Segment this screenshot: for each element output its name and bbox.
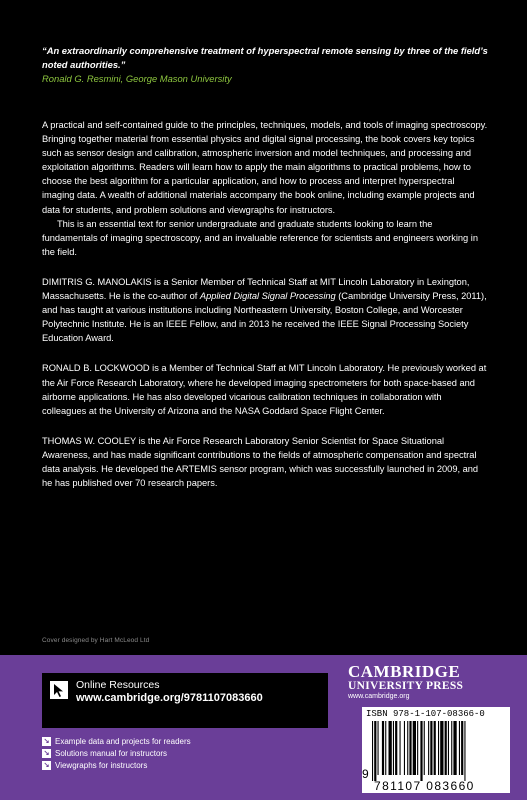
barcode-bar [448,721,449,775]
bio-text: (Cambridge University Press, 2011), and has taught at various institutions including Northeastern University, Boston College, and Worcester Polytechnic Institute. He is an IEEE Fellow, and in 2013 he received the IEEE Signal Processing Society Education Award. [42,291,487,344]
barcode-bars [370,721,504,781]
publisher-logo [348,663,498,702]
barcode-bar [464,721,465,781]
barcode-bar [382,721,384,775]
isbn-barcode [362,707,510,793]
barcode-bar [409,721,411,775]
back-cover-text [42,44,488,506]
isbn-first-digit: 9 [362,767,369,781]
book-title: Applied Digital Signal Processing [199,291,336,302]
arrow-bullet-icon: ↘ [43,737,50,745]
cover-credit: Cover designed by Hart McLeod Ltd [42,637,150,644]
description-paragraph-1: A practical and self-contained guide to the principles, techniques, models, and tools of imaging spectroscopy. Bringing together material from essential physics and digital signal processing, the book covers key topics such as sensor design and calibration, atmospheric inversion and model techniques, and processing and exploitation algorithms. Readers will learn how to apply the main algorithms to practical problems, how to choose the best algorithm for a particular application, and how to process and interpret hyperspectral imaging data. A wealth of additional materials accompany the book online, including example projects and data for students, and problem solutions and viewgraphs for instructors. [42,120,488,215]
barcode-bar [400,721,401,775]
barcode-bar [395,721,397,775]
barcode-bar [420,721,422,781]
arrow-bullet-icon: ↘ [43,749,50,757]
list-item-label: Solutions manual for instructors [55,748,168,758]
publisher-subtitle: UNIVERSITY PRESS [348,680,464,692]
isbn-digits: 781107 083660 [374,779,475,793]
cursor-arrow-icon [50,681,68,699]
barcode-bar [440,721,443,775]
bio-text: DIMITRIS G. MANOLAKIS is a Senior Member of Technical Staff at MIT Lincoln Laboratory in Lexington, Massachusetts. He is the co-author of [42,276,470,302]
online-resources-url[interactable]: www.cambridge.org/9781107083660 [76,692,263,704]
barcode-bar [407,721,408,775]
barcode-bar [424,721,425,775]
list-item [42,759,191,771]
publisher-url: www.cambridge.org [348,693,410,700]
list-item [42,747,191,759]
barcode-bar [389,721,392,775]
barcode-bar [428,721,429,775]
isbn-label: ISBN 978-1-107-08366-0 [366,709,485,719]
barcode-bar [461,721,463,775]
barcode-bar [417,721,418,775]
author-bio-cooley: THOMAS W. COOLEY is the Air Force Research Laboratory Senior Scientist for Space Situational Awareness, and has made significant contributions to the fields of atmospheric compensation and spectral data analysis. He developed the ARTEMIS sensor program, which was successfully launched in 2009, and he has published over 70 research papers. [42,435,479,489]
resources-list [42,735,191,771]
barcode-bar [372,721,373,781]
barcode-bar [430,721,432,775]
list-item-label: Viewgraphs for instructors [55,760,148,770]
barcode-bar [404,721,405,775]
online-resources-title: Online Resources [76,679,160,691]
barcode-bar [393,721,394,775]
barcode-bar [413,721,416,775]
barcode-bar [385,721,386,775]
arrow-bullet-icon: ↘ [43,761,50,769]
barcode-bar [459,721,460,775]
barcode-bar [438,721,439,775]
barcode-bar [374,721,376,781]
online-resources-box [42,673,328,728]
publisher-name: CAMBRIDGE [348,662,461,681]
list-item [42,735,191,747]
author-bio-lockwood: RONALD B. LOCKWOOD is a Member of Technical Staff at MIT Lincoln Laboratory. He previously worked at the Air Force Research Laboratory, where he developed imaging spectrometers for both space-based and airborne applications. He has also developed vicarious calibration techniques in collaboration with colleagues at the University of Arizona and the NASA Goddard Space Flight Center. [42,363,487,416]
barcode-bar [453,721,456,775]
barcode-bar [378,721,379,775]
review-attribution: Ronald G. Resmini, George Mason University [42,73,232,84]
author-bio-manolakis [42,275,488,345]
barcode-bar [434,721,436,775]
description-paragraph-2: This is an essential text for senior undergraduate and graduate students looking to learn the fundamentals of imaging spectroscopy, and an invaluable reference for scientists and engineers working in the field. [42,218,478,257]
list-item-label: Example data and projects for readers [55,736,191,746]
review-quote: “An extraordinarily comprehensive treatment of hyperspectral remote sensing by three of the field’s noted authorities.” [42,45,488,70]
barcode-bar [451,721,452,775]
barcode-bar [445,721,447,775]
